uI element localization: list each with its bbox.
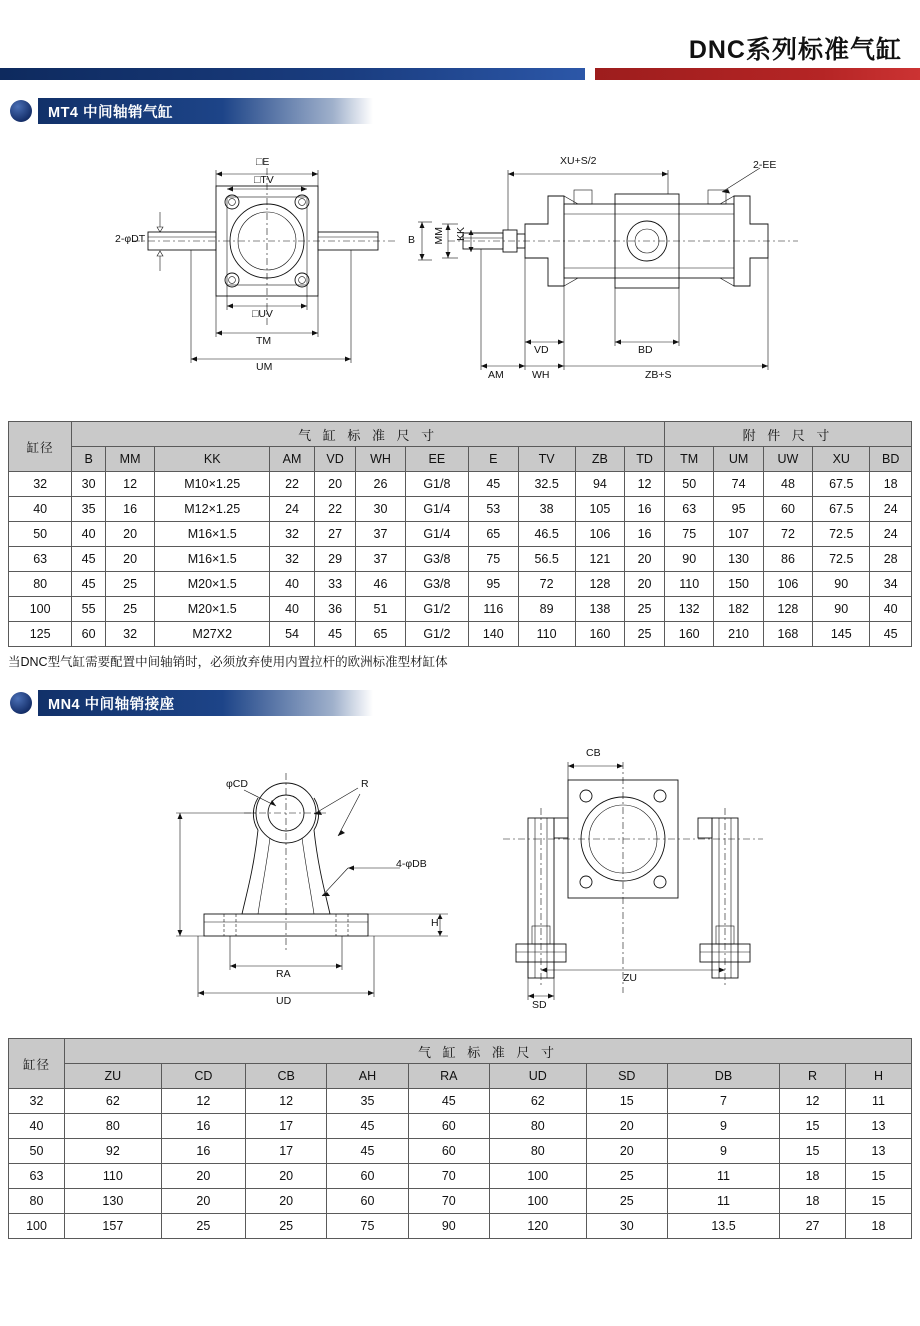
cell-bore: 32 [9,1089,65,1114]
cell: 210 [714,622,763,647]
technical-drawing-mn4 [8,718,912,1038]
cell: 60 [327,1164,408,1189]
cell: 34 [870,572,912,597]
cell: 30 [356,497,405,522]
table-row [9,1214,912,1239]
cell: 20 [105,547,154,572]
cell-bore: 100 [9,597,72,622]
cell: 40 [870,597,912,622]
dim-label-db: 4-φDB [396,858,427,870]
cell-bore: 50 [9,522,72,547]
cell: 16 [625,522,665,547]
table-mt4-col-bd: BD [870,447,912,472]
cell: 100 [489,1189,586,1214]
cell-bore: 40 [9,497,72,522]
cell-bore: 63 [9,1164,65,1189]
cell: 22 [314,497,356,522]
cell: 45 [469,472,518,497]
cell: 24 [870,497,912,522]
table-row [9,522,912,547]
table-mn4-col-ud: UD [489,1064,586,1089]
cell: 15 [845,1189,911,1214]
table-mn4-col-h: H [845,1064,911,1089]
cell: 116 [469,597,518,622]
cell: M27X2 [155,622,270,647]
table-mt4-group-2: 附 件 尺 寸 [665,422,912,447]
table-mt4-col-tv: TV [518,447,575,472]
dim-label-uv: □UV [252,308,273,320]
table-mt4-group-1: 气 缸 标 准 尺 寸 [72,422,665,447]
table-row [9,547,912,572]
cell: 86 [763,547,812,572]
cell: 80 [489,1139,586,1164]
cell: 72.5 [813,522,870,547]
dim-label-tv: □TV [254,174,274,186]
table-mt4-col-um: UM [714,447,763,472]
cell-bore: 63 [9,547,72,572]
table-mn4 [8,1038,912,1239]
cell: 92 [65,1139,162,1164]
table-row [9,622,912,647]
table-mt4-col-ee: EE [405,447,468,472]
cell: 20 [105,522,154,547]
cell: 48 [763,472,812,497]
cell: 75 [327,1214,408,1239]
cell: 45 [72,547,106,572]
table-mt4-col-xu: XU [813,447,870,472]
cell: 80 [489,1114,586,1139]
cell: 120 [489,1214,586,1239]
dim-label-ud: UD [276,995,292,1007]
cell: 138 [575,597,624,622]
cell: 33 [314,572,356,597]
cell: 62 [65,1089,162,1114]
cell: M16×1.5 [155,522,270,547]
cell: G1/4 [405,522,468,547]
dim-label-dt: 2-φDT [115,233,146,245]
table-mt4-col-td: TD [625,447,665,472]
table-row [9,472,912,497]
table-row [9,497,912,522]
cell: 132 [665,597,714,622]
cell: 62 [489,1089,586,1114]
cell: 18 [780,1164,846,1189]
cell: 150 [714,572,763,597]
cell: 110 [665,572,714,597]
cell: 130 [714,547,763,572]
cell: 63 [665,497,714,522]
table-row [9,597,912,622]
dim-label-cb: CB [586,747,601,759]
table-mt4-col-wh: WH [356,447,405,472]
cell: 51 [356,597,405,622]
cell: 56.5 [518,547,575,572]
section-banner-bar [38,98,373,124]
cell: 32 [105,622,154,647]
dim-label-ee: 2-EE [753,159,777,171]
header-bar-blue [0,68,585,80]
cell: 75 [469,547,518,572]
cell: 65 [356,622,405,647]
table-mt4-bore-header: 缸径 [9,422,72,472]
cell: 95 [469,572,518,597]
cell: 9 [667,1139,779,1164]
table-mt4-col-zb: ZB [575,447,624,472]
table-mt4-col-uw: UW [763,447,812,472]
table-mt4-col-kk: KK [155,447,270,472]
cell: 110 [518,622,575,647]
cell: 60 [408,1114,489,1139]
cell: 15 [780,1114,846,1139]
cell: 16 [625,497,665,522]
cell: 74 [714,472,763,497]
cell: 20 [625,547,665,572]
bullet-icon [10,100,32,122]
cell: 40 [270,597,315,622]
cell: 80 [65,1114,162,1139]
cell: 35 [327,1089,408,1114]
cell-bore: 40 [9,1114,65,1139]
cell: 20 [314,472,356,497]
cell: 45 [72,572,106,597]
cell: 15 [780,1139,846,1164]
cell: 160 [575,622,624,647]
section-banner-bar [38,690,373,716]
cell: 20 [161,1189,245,1214]
dim-label-bd: BD [638,344,653,356]
dim-label-r: R [361,778,369,790]
header-rule [0,68,920,80]
cell: 29 [314,547,356,572]
cell: 12 [246,1089,327,1114]
table-mt4-col-vd: VD [314,447,356,472]
cell: 72 [518,572,575,597]
cell: 12 [780,1089,846,1114]
cell: 45 [327,1139,408,1164]
dim-label-e: □E [256,156,270,168]
cell: 32 [270,522,315,547]
cell: 160 [665,622,714,647]
cell-bore: 125 [9,622,72,647]
table-mn4-col-cb: CB [246,1064,327,1089]
cell: 70 [408,1164,489,1189]
cell: 128 [763,597,812,622]
dim-label-cd: φCD [226,778,248,790]
dim-label-b: B [408,234,416,246]
cell: 12 [105,472,154,497]
section-title-mn4: MN4 中间轴销接座 [48,696,175,713]
cell: G1/2 [405,597,468,622]
cell: 12 [625,472,665,497]
table-mn4-col-ra: RA [408,1064,489,1089]
table-mn4-col-cd: CD [161,1064,245,1089]
cell: 40 [72,522,106,547]
cell: 168 [763,622,812,647]
cell: 16 [105,497,154,522]
table-row [9,1114,912,1139]
cell: G1/8 [405,472,468,497]
table-mt4-col-b: B [72,447,106,472]
cell: 28 [870,547,912,572]
table-mn4-col-ah: AH [327,1064,408,1089]
cell: 25 [625,622,665,647]
cell: 20 [246,1189,327,1214]
table-mn4-column-header-row [9,1064,912,1089]
cell: 11 [667,1189,779,1214]
cell: 67.5 [813,472,870,497]
cell: 13 [845,1139,911,1164]
cell: G1/4 [405,497,468,522]
cell: 70 [408,1189,489,1214]
dim-label-um: UM [256,361,273,373]
dim-label-sd: SD [532,999,547,1011]
cell: 25 [161,1214,245,1239]
table-mt4-col-tm: TM [665,447,714,472]
section-title-mt4: MT4 中间轴销气缸 [48,104,174,121]
cell: 25 [246,1214,327,1239]
cell: 15 [845,1164,911,1189]
cell: G3/8 [405,572,468,597]
cell: 75 [665,522,714,547]
cell: 145 [813,622,870,647]
cell-bore: 80 [9,1189,65,1214]
dim-label-mm: MM [433,227,445,245]
cell: 24 [870,522,912,547]
cell: 67.5 [813,497,870,522]
technical-drawing-mt4 [8,126,912,421]
cell: 128 [575,572,624,597]
cell: 60 [327,1189,408,1214]
cell: 16 [161,1114,245,1139]
cell: M16×1.5 [155,547,270,572]
cell: 72.5 [813,547,870,572]
section-banner-mt4 [10,96,920,126]
cell: 25 [586,1164,667,1189]
table-mn4-col-sd: SD [586,1064,667,1089]
table-mt4-col-mm: MM [105,447,154,472]
table-mn4-group-1: 气 缸 标 准 尺 寸 [65,1039,912,1064]
mt4-drawing-svg [8,126,912,421]
cell: M20×1.5 [155,572,270,597]
table-mt4-group-header-row [9,422,912,447]
cell: 60 [408,1139,489,1164]
cell: 16 [161,1139,245,1164]
cell: 89 [518,597,575,622]
cell: 26 [356,472,405,497]
cell: 37 [356,522,405,547]
cell: 13 [845,1114,911,1139]
table-mt4-note: 当DNC型气缸需要配置中间轴销时，必须放弃使用内置拉杆的欧洲标准型材缸体 [8,655,448,669]
table-mn4-col-r: R [780,1064,846,1089]
table-row [9,1139,912,1164]
cell-bore: 100 [9,1214,65,1239]
table-mn4-col-zu: ZU [65,1064,162,1089]
dim-label-wh: WH [532,369,550,381]
cell: 100 [489,1164,586,1189]
cell: 60 [763,497,812,522]
cell: 106 [575,522,624,547]
cell-bore: 32 [9,472,72,497]
cell: 20 [586,1139,667,1164]
dim-label-zbs: ZB+S [645,369,672,381]
cell: M10×1.25 [155,472,270,497]
cell: 20 [161,1164,245,1189]
cell: 110 [65,1164,162,1189]
table-mt4-col-e: E [469,447,518,472]
dim-label-vd: VD [534,344,549,356]
cell: 7 [667,1089,779,1114]
cell: M20×1.5 [155,597,270,622]
cell: 55 [72,597,106,622]
cell: 38 [518,497,575,522]
cell: 90 [665,547,714,572]
cell: 13.5 [667,1214,779,1239]
cell: 46.5 [518,522,575,547]
cell: 9 [667,1114,779,1139]
cell: 20 [625,572,665,597]
page-title: DNC系列标准气缸 [688,36,902,64]
cell: 182 [714,597,763,622]
table-row [9,1164,912,1189]
cell: 90 [813,597,870,622]
cell: 37 [356,547,405,572]
cell: G3/8 [405,547,468,572]
dim-label-zu: ZU [623,972,637,984]
cell: 130 [65,1189,162,1214]
cell: 30 [586,1214,667,1239]
cell: 54 [270,622,315,647]
cell: 121 [575,547,624,572]
dim-label-kk: KK [455,227,467,242]
dim-label-xus: XU+S/2 [560,155,597,167]
dim-label-ra: RA [276,968,291,980]
cell: 45 [870,622,912,647]
cell: 45 [314,622,356,647]
cell: 17 [246,1139,327,1164]
cell: 25 [105,597,154,622]
cell: 35 [72,497,106,522]
cell: 72 [763,522,812,547]
dim-label-tm: TM [256,335,272,347]
cell: 94 [575,472,624,497]
table-mn4-col-db: DB [667,1064,779,1089]
cell: 45 [408,1089,489,1114]
cell: 60 [72,622,106,647]
cell: 11 [845,1089,911,1114]
cell: 25 [105,572,154,597]
table-mt4 [8,421,912,647]
cell: 25 [625,597,665,622]
table-mn4-bore-header: 缸径 [9,1039,65,1089]
cell: 45 [327,1114,408,1139]
table-mn4-group-header-row [9,1039,912,1064]
cell: 32 [270,547,315,572]
bullet-icon [10,692,32,714]
table-mt4-col-am: AM [270,447,315,472]
table-row [9,1189,912,1214]
cell: 18 [780,1189,846,1214]
cell: G1/2 [405,622,468,647]
cell: 18 [845,1214,911,1239]
header-bar-red [595,68,920,80]
cell: 20 [246,1164,327,1189]
cell: 25 [586,1189,667,1214]
cell: 30 [72,472,106,497]
cell: 90 [813,572,870,597]
cell: 140 [469,622,518,647]
cell: 53 [469,497,518,522]
cell: 106 [763,572,812,597]
cell: 11 [667,1164,779,1189]
cell: 36 [314,597,356,622]
cell: 27 [314,522,356,547]
dim-label-am: AM [488,369,504,381]
cell: 12 [161,1089,245,1114]
cell: 15 [586,1089,667,1114]
header-bar-gap [585,68,595,80]
cell-bore: 50 [9,1139,65,1164]
cell: 95 [714,497,763,522]
table-mt4-column-header-row [9,447,912,472]
cell: 90 [408,1214,489,1239]
cell: 17 [246,1114,327,1139]
cell: 24 [270,497,315,522]
dim-label-h: H [431,917,439,929]
cell: 107 [714,522,763,547]
cell: M12×1.25 [155,497,270,522]
table-row [9,572,912,597]
cell: 157 [65,1214,162,1239]
cell: 105 [575,497,624,522]
cell-bore: 80 [9,572,72,597]
cell: 46 [356,572,405,597]
cell: 18 [870,472,912,497]
section-banner-mn4 [10,688,920,718]
cell: 20 [586,1114,667,1139]
cell: 22 [270,472,315,497]
cell: 65 [469,522,518,547]
page-header [0,0,920,78]
cell: 27 [780,1214,846,1239]
cell: 32.5 [518,472,575,497]
table-row [9,1089,912,1114]
mn4-drawing-svg [8,718,912,1038]
cell: 40 [270,572,315,597]
cell: 50 [665,472,714,497]
